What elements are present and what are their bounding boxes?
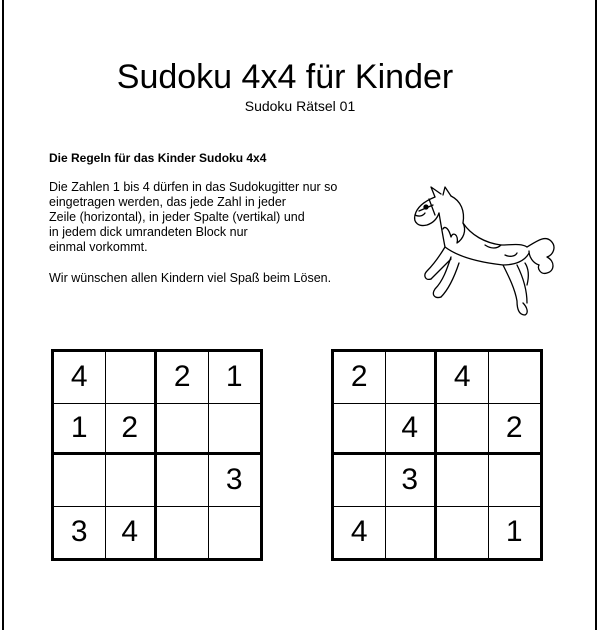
- sudoku-cell[interactable]: 3: [54, 507, 106, 559]
- sudoku-cell[interactable]: 1: [209, 352, 261, 404]
- page-subtitle: Sudoku Rätsel 01: [244, 98, 356, 114]
- sudoku-cell[interactable]: 2: [489, 404, 541, 456]
- sudoku-cell[interactable]: [106, 455, 158, 507]
- sudoku-cell[interactable]: 4: [437, 352, 489, 404]
- sudoku-cell[interactable]: [106, 352, 158, 404]
- sudoku-cell[interactable]: 4: [386, 404, 438, 456]
- page-border-right: [595, 0, 597, 630]
- sudoku-cell[interactable]: 1: [505, 515, 523, 549]
- sudoku-cell[interactable]: [54, 455, 106, 507]
- sudoku-cell[interactable]: [209, 507, 261, 559]
- sudoku-cell[interactable]: [489, 352, 541, 404]
- sudoku-cell[interactable]: [386, 507, 438, 559]
- rules-text: Die Zahlen 1 bis 4 dürfen in das Sudokugitter nur so eingetragen werden, das jede Zahl in jeder Zeile (horizontal), in jeder Spalte (vertikal) und in jedem dick umrandeten Block nur einmal vorkommt.: [49, 180, 338, 254]
- sudoku-grid-1: [51, 349, 263, 561]
- sudoku-cell[interactable]: 3: [386, 455, 438, 507]
- sudoku-cell[interactable]: [437, 507, 489, 559]
- wish-text: Wir wünschen allen Kindern viel Spaß beim Lösen.: [49, 271, 332, 285]
- sudoku-cell[interactable]: [437, 404, 489, 456]
- sudoku-cell[interactable]: [386, 352, 438, 404]
- horse-icon: [405, 185, 565, 335]
- sudoku-cell[interactable]: [334, 455, 386, 507]
- sudoku-cell[interactable]: 2: [157, 352, 209, 404]
- sudoku-cell[interactable]: [437, 455, 489, 507]
- page-title: Sudoku 4x4 für Kinder: [116, 58, 454, 96]
- sudoku-cell[interactable]: [489, 455, 541, 507]
- sudoku-cell[interactable]: [157, 404, 209, 456]
- rules-heading: Die Regeln für das Kinder Sudoku 4x4: [49, 151, 267, 165]
- sudoku-cell[interactable]: [209, 404, 261, 456]
- sudoku-cell[interactable]: 2: [106, 404, 158, 456]
- sudoku-cell[interactable]: 4: [106, 507, 158, 559]
- sudoku-grid-2: [331, 349, 543, 561]
- sudoku-cell[interactable]: 3: [209, 455, 261, 507]
- sudoku-cell[interactable]: 4: [54, 352, 106, 404]
- sudoku-cell[interactable]: 4: [334, 507, 386, 559]
- sudoku-cell[interactable]: [334, 404, 386, 456]
- sudoku-cell[interactable]: [157, 455, 209, 507]
- sudoku-cell[interactable]: 2: [334, 352, 386, 404]
- sudoku-cell[interactable]: 1: [54, 404, 106, 456]
- sudoku-cell[interactable]: [157, 507, 209, 559]
